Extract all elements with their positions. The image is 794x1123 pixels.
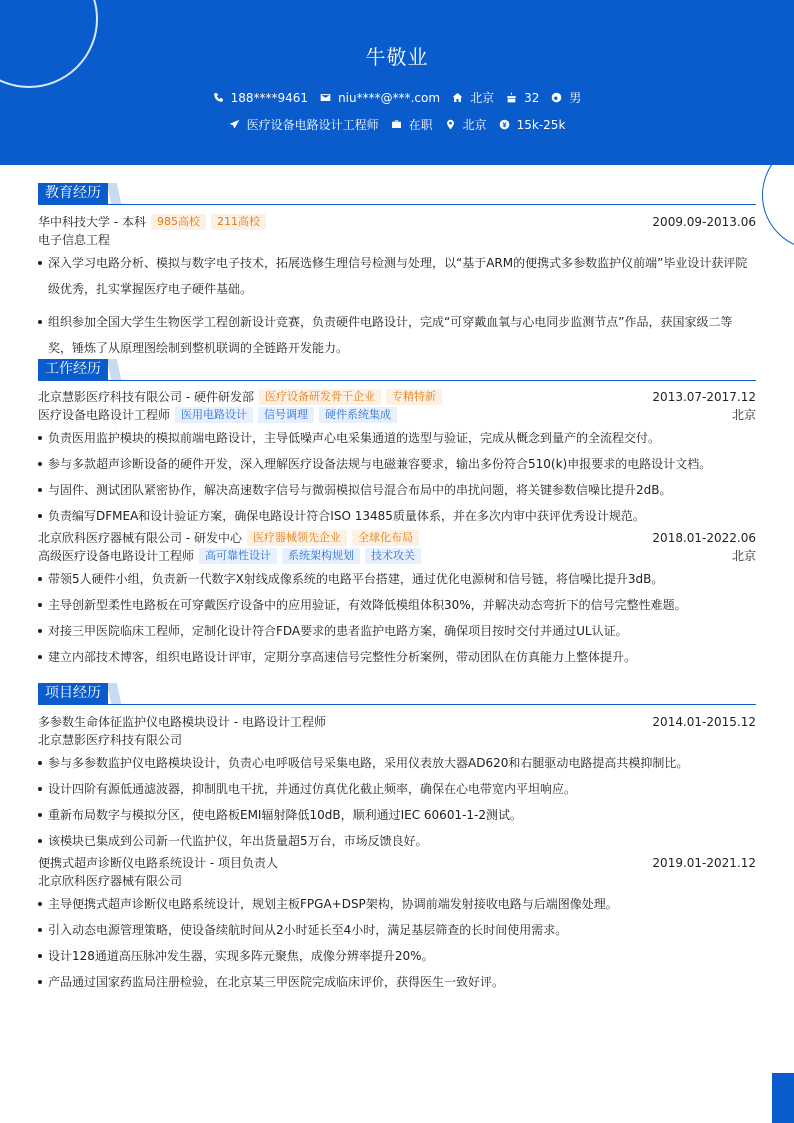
school-name: 华中科技大学 - 本科 <box>38 215 146 229</box>
status-text: 在职 <box>408 118 433 132</box>
bullet-item: 带领5人硬件小组，负责新一代数字X射线成像系统的电路平台搭建，通过优化电源树和信号链，将信噪比提升3dB。 <box>38 566 756 592</box>
education-entry <box>38 213 756 361</box>
work-section <box>38 359 756 670</box>
home-icon <box>452 92 463 103</box>
candidate-name: 牛敬业 <box>365 45 429 69</box>
entry-subheading-row <box>38 731 756 749</box>
bullet-list <box>38 250 756 361</box>
entry-heading-row <box>38 713 756 731</box>
work-entry <box>38 529 756 670</box>
entry-subheading-row <box>38 547 756 565</box>
city-text: 北京 <box>470 91 495 105</box>
salary-text: 15k-25k <box>516 117 566 132</box>
project-org: 北京欣科医疗器械有限公司 <box>38 874 183 888</box>
section-title: 工作经历 <box>38 359 108 380</box>
bullet-list <box>38 566 756 670</box>
school-tag: 211高校 <box>211 214 266 230</box>
section-header <box>38 359 756 381</box>
section-title-tail <box>107 359 121 380</box>
profile-header <box>0 0 794 165</box>
target-city-text: 北京 <box>462 118 487 132</box>
bullet-item: 设计四阶有源低通滤波器，抑制肌电干扰，并通过仿真优化截止频率，确保在心电带宽内平坦响应。 <box>38 776 756 802</box>
section-title: 教育经历 <box>38 183 108 204</box>
phone-icon <box>213 92 224 103</box>
projects-section <box>38 683 756 995</box>
email-item <box>320 89 440 106</box>
major-name: 电子信息工程 <box>38 233 111 247</box>
entry-date: 2018.01-2022.06 <box>652 531 756 545</box>
entry-location: 北京 <box>731 549 756 563</box>
position-name: 高级医疗设备电路设计工程师 <box>38 549 195 563</box>
bullet-item: 主导便携式超声诊断仪电路系统设计，规划主板FPGA+DSP架构，协调前端发射接收电路与后端图像处理。 <box>38 891 756 917</box>
city-item <box>452 89 494 106</box>
bullet-item: 该模块已集成到公司新一代监护仪，年出货量超5万台，市场反馈良好。 <box>38 828 756 854</box>
age-text: 32 <box>524 90 540 105</box>
bullet-list <box>38 891 756 995</box>
project-org: 北京慧影医疗科技有限公司 <box>38 733 183 747</box>
mail-icon <box>320 92 331 103</box>
bullet-list <box>38 750 756 854</box>
location-pin-icon <box>445 119 456 130</box>
skill-tag: 技术攻关 <box>365 548 421 564</box>
work-entry <box>38 388 756 529</box>
company-name: 北京欣科医疗器械有限公司 - 研发中心 <box>38 531 242 545</box>
salary-item <box>499 116 566 133</box>
gender-icon <box>551 92 562 103</box>
email-text: niu****@***.com <box>338 90 441 105</box>
entry-heading-row <box>38 213 756 231</box>
phone-text: 188****9461 <box>230 90 309 105</box>
bullet-list <box>38 425 756 529</box>
contact-row <box>0 89 794 106</box>
school-tag: 985高校 <box>151 214 206 230</box>
company-tag: 专精特新 <box>386 389 442 405</box>
bullet-item: 产品通过国家药监局注册检验，在北京某三甲医院完成临床评价，获得医生一致好评。 <box>38 969 756 995</box>
company-tag: 全球化布局 <box>352 530 419 546</box>
section-header <box>38 183 756 205</box>
section-title-tail <box>107 183 121 204</box>
company-tag: 医疗设备研发骨干企业 <box>259 389 381 405</box>
project-entry <box>38 713 756 854</box>
money-icon <box>499 119 510 130</box>
job-title-text: 医疗设备电路设计工程师 <box>246 118 379 132</box>
bullet-item: 重新布局数字与模拟分区，使电路板EMI辐射降低10dB，顺利通过IEC 60601-1-2测试。 <box>38 802 756 828</box>
entry-date: 2009.09-2013.06 <box>652 215 756 229</box>
job-intent-row <box>0 116 794 133</box>
skill-tag: 信号调理 <box>258 407 314 423</box>
entry-date: 2013.07-2017.12 <box>652 390 756 404</box>
entry-date: 2019.01-2021.12 <box>652 856 756 870</box>
entry-heading-row <box>38 854 756 872</box>
bullet-item: 建立内部技术博客，组织电路设计评审，定期分享高速信号完整性分析案例，带动团队在仿真能力上整体提升。 <box>38 644 756 670</box>
briefcase-icon <box>391 119 402 130</box>
project-name: 多参数生命体征监护仪电路模块设计 - 电路设计工程师 <box>38 715 326 729</box>
decorative-corner-block <box>772 1073 794 1123</box>
skill-tag: 系统架构规划 <box>282 548 360 564</box>
target-city-item <box>445 116 487 133</box>
section-title-tail <box>107 683 121 704</box>
bullet-item: 参与多参数监护仪电路模块设计，负责心电呼吸信号采集电路，采用仪表放大器AD620和右腿驱动电路提高共模抑制比。 <box>38 750 756 776</box>
entry-subheading-row <box>38 406 756 424</box>
section-title: 项目经历 <box>38 683 108 704</box>
skill-tag: 高可靠性设计 <box>199 548 277 564</box>
entry-subheading-row <box>38 231 756 249</box>
bullet-item: 与固件、测试团队紧密协作，解决高速数字信号与微弱模拟信号混合布局中的串扰问题，将关键参数信噪比提升2dB。 <box>38 477 756 503</box>
gender-item <box>551 89 581 106</box>
entry-date: 2014.01-2015.12 <box>652 715 756 729</box>
bullet-item: 设计128通道高压脉冲发生器，实现多阵元聚焦，成像分辨率提升20%。 <box>38 943 756 969</box>
bullet-item: 主导创新型柔性电路板在可穿戴医疗设备中的应用验证，有效降低模组体积30%，并解决动态弯折下的信号完整性难题。 <box>38 592 756 618</box>
company-name: 北京慧影医疗科技有限公司 - 硬件研发部 <box>38 390 254 404</box>
bullet-item: 深入学习电路分析、模拟与数字电子技术，拓展选修生理信号检测与处理，以“基于ARM的便携式多参数监护仪前端”毕业设计获评院级优秀，扎实掌握医疗电子硬件基础。 <box>38 250 756 302</box>
bullet-item: 引入动态电源管理策略，使设备续航时间从2小时延长至4小时，满足基层筛查的长时间使用需求。 <box>38 917 756 943</box>
bullet-item: 参与多款超声诊断设备的硬件开发，深入理解医疗设备法规与电磁兼容要求，输出多份符合510(k)申报要求的电路设计文档。 <box>38 451 756 477</box>
company-tag: 医疗器械领先企业 <box>247 530 347 546</box>
skill-tag: 医用电路设计 <box>175 407 253 423</box>
skill-tag: 硬件系统集成 <box>319 407 397 423</box>
send-icon <box>229 119 240 130</box>
entry-subheading-row <box>38 872 756 890</box>
bullet-item: 负责编写DFMEA和设计验证方案，确保电路设计符合ISO 13485质量体系，并在多次内审中获评优秀设计规范。 <box>38 503 756 529</box>
position-name: 医疗设备电路设计工程师 <box>38 408 171 422</box>
entry-heading-row <box>38 529 756 547</box>
gender-text: 男 <box>569 91 582 105</box>
bullet-item: 对接三甲医院临床工程师，定制化设计符合FDA要求的患者监护电路方案，确保项目按时交付并通过UL认证。 <box>38 618 756 644</box>
job-title-item <box>229 116 379 133</box>
bullet-item: 组织参加全国大学生生物医学工程创新设计竞赛，负责硬件电路设计，完成“可穿戴血氧与心电同步监测节点”作品，获国家级二等奖，锤炼了从原理图绘制到整机联调的全链路开发能力。 <box>38 309 756 361</box>
entry-heading-row <box>38 388 756 406</box>
age-item <box>506 89 539 106</box>
phone-item <box>213 89 308 106</box>
education-section <box>38 183 756 361</box>
project-name: 便携式超声诊断仪电路系统设计 - 项目负责人 <box>38 856 278 870</box>
cake-icon <box>506 92 517 103</box>
entry-location: 北京 <box>731 408 756 422</box>
status-item <box>391 116 433 133</box>
section-header <box>38 683 756 705</box>
bullet-item: 负责医用监护模块的模拟前端电路设计，主导低噪声心电采集通道的选型与验证，完成从概念到量产的全流程交付。 <box>38 425 756 451</box>
project-entry <box>38 854 756 995</box>
